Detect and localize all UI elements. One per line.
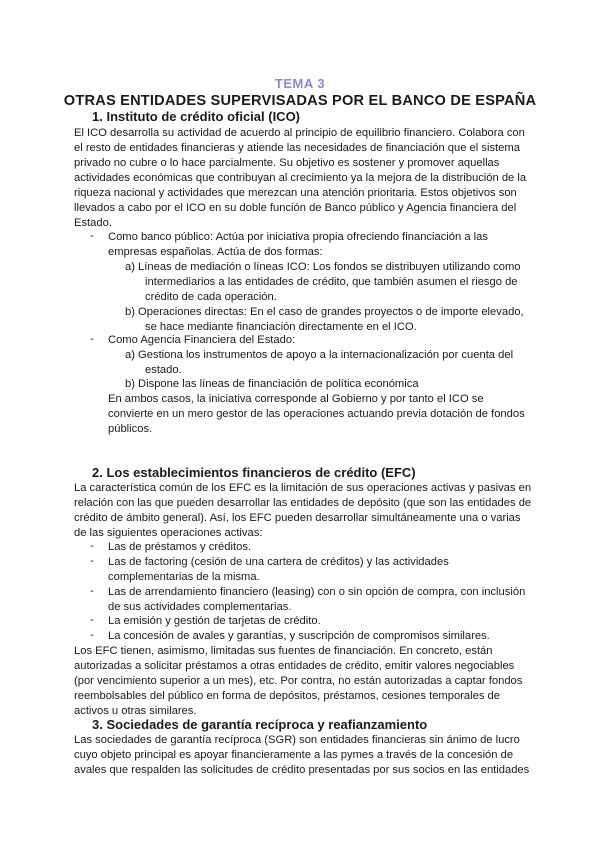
- s2-p1-line: relación con las que pueden desarrollar las entidades de depósito (que son las entidades de: [74, 497, 532, 509]
- s2-item-line: La emisión y gestión de tarjetas de crédito.: [108, 615, 321, 627]
- bullet-dash: -: [90, 230, 94, 242]
- section1-heading: 1. Instituto de crédito oficial (ICO): [92, 109, 301, 124]
- s1-bullet1-line: Como banco público: Actúa por iniciativa propia ofreciendo financiación a las: [108, 231, 488, 243]
- s1-p1-line: llevados a cabo por el ICO en su doble función de Banco público y Agencia financiera del: [74, 202, 517, 214]
- bullet-dash: -: [90, 629, 94, 641]
- s1-closing-line: convierte en un mero gestor de las operaciones actuando previa dotación de fondos: [108, 408, 525, 420]
- document-title: OTRAS ENTIDADES SUPERVISADAS POR EL BANCO DE ESPAÑA: [63, 93, 537, 109]
- s2-p1-line: La característica común de los EFC es la limitación de sus operaciones activas y pasivas en: [74, 482, 532, 494]
- bullet-dash: -: [90, 585, 94, 597]
- s1-sub-a-line: intermediarios a las entidades de crédito, que también asumen el riesgo de: [145, 276, 518, 288]
- s1-sub-b-line: se hace mediante financiación directamente en el ICO.: [145, 321, 417, 333]
- s2-p1-line: de las siguientes operaciones activas:: [74, 527, 263, 539]
- s2-p2-line: activos u otras similares.: [74, 705, 197, 717]
- s1-p1-line: riqueza nacional y actividades que merezcan una atención prioritaria. Estos objetivos son: [74, 187, 517, 199]
- bullet-dash: -: [90, 614, 94, 626]
- s1-sub-a-line: crédito de cada operación.: [145, 291, 277, 303]
- bullet-dash: -: [90, 333, 94, 345]
- s2-item-line: de sus actividades complementarias.: [108, 601, 292, 613]
- s1-p1-line: el resto de entidades financieras y atiende las necesidades de financiación que el sistema: [74, 142, 520, 154]
- s1-sub2-a-line: a) Gestiona los instrumentos de apoyo a la internacionalización por cuenta del: [125, 349, 514, 361]
- s2-p2-line: reembolsables del público en forma de depósitos, préstamos, cesiones temporales de: [74, 690, 500, 702]
- bullet-dash: -: [90, 540, 94, 552]
- s1-closing-line: públicos.: [108, 423, 153, 435]
- s2-item-line: complementarias de la misma.: [108, 571, 260, 583]
- s3-p1-line: avales que respalden las solicitudes de crédito presentadas por sus socios en las entidades: [74, 764, 530, 776]
- s2-item-line: Las de arrendamiento financiero (leasing) con o sin opción de compra, con inclusión: [108, 586, 526, 598]
- section3-heading: 3. Sociedades de garantía recíproca y reafianzamiento: [92, 717, 428, 732]
- s3-p1-line: Las sociedades de garantía recíproca (SGR) son entidades financieras sin ánimo de lucro: [74, 734, 520, 746]
- s2-p1-line: crédito de ámbito general). Así, los EFC pueden desarrollar simultáneamente una o varias: [74, 512, 521, 524]
- s1-p1-line: privado no cubre o lo hace parcialmente. Su objetivo es sostener y promover aquellas: [74, 157, 500, 169]
- s2-item-line: Las de factoring (cesión de una cartera de créditos) y las actividades: [108, 556, 449, 568]
- tema-label: TEMA 3: [274, 76, 326, 91]
- s1-p1-line: El ICO desarrolla su actividad de acuerdo al principio de equilibrio financiero. Colabora con: [74, 127, 525, 139]
- s2-item-line: Las de préstamos y créditos.: [108, 541, 252, 553]
- s1-sub-a-line: a) Líneas de mediación o líneas ICO: Los fondos se distribuyen utilizando como: [125, 261, 521, 273]
- s1-p1-line: Estado.: [74, 217, 112, 229]
- bullet-dash: -: [90, 555, 94, 567]
- s1-sub2-b-line: b) Dispone las líneas de financiación de política económica: [125, 378, 419, 390]
- s1-bullet2-line: Como Agencia Financiera del Estado:: [108, 334, 296, 346]
- s2-p2-line: autorizadas a solicitar préstamos a otras entidades de crédito, emitir valores negociables: [74, 660, 515, 672]
- s2-p2-line: (por vencimiento superior a un mes), etc. Por contra, no están autorizadas a captar fondos: [74, 675, 523, 687]
- s2-item-line: La concesión de avales y garantías, y suscripción de compromisos similares.: [108, 630, 490, 642]
- s1-p1-line: actividades económicas que contribuyan al crecimiento ya la mejora de la distribución de la: [74, 172, 527, 184]
- s1-sub2-a-line: estado.: [145, 364, 182, 376]
- s1-bullet1-line: empresas españolas. Actúa de dos formas:: [108, 246, 323, 258]
- s3-p1-line: cuyo objeto principal es apoyar financieramente a las pymes a través de la concesión de: [74, 749, 514, 761]
- s2-p2-line: Los EFC tienen, asimismo, limitadas sus fuentes de financiación. En concreto, están: [74, 645, 493, 657]
- section2-heading: 2. Los establecimientos financieros de crédito (EFC): [92, 465, 416, 480]
- s1-closing-line: En ambos casos, la iniciativa corresponde al Gobierno y por tanto el ICO se: [108, 393, 484, 405]
- s1-sub-b-line: b) Operaciones directas: En el caso de grandes proyectos o de importe elevado,: [125, 306, 524, 318]
